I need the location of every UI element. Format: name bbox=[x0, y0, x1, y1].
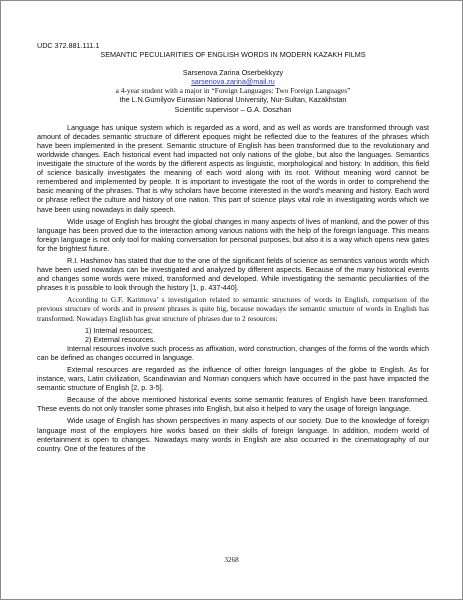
page-content bbox=[37, 41, 429, 456]
paragraph: Wide usage of English has brought the global changes in many aspects of lives of mankind, and the power of this language has been proved due to the interaction among various nations with the help of the foreign language. This means foreign language is not only tool for making conversation for personal purposes, but also it is a way which opens new gates for the brightest future. bbox=[37, 216, 429, 253]
article-body bbox=[37, 123, 429, 453]
paragraph: Wide usage of English has shown perspectives in many aspects of our society. Due to the knowledge of foreign language most of the employers hire works based on their skills of foreign language. In addition, modern world of entertainment is open to changes. Nowadays many words in English are also occurred in the cinematography of our country. One of the features of the bbox=[37, 416, 429, 453]
page-number: 3268 bbox=[224, 556, 239, 564]
paragraph: According to G.F. Karimova’ s investigation related to semantic structures of words in English, comparison of the previous structure of words and in present phrases is quite big, because nowadays the semantic structure of words in English has transformed. Nowadays English has great structure of phrases due to 2 resources: bbox=[37, 295, 429, 323]
author-email-link[interactable]: sarsenova.zarina@mail.ru bbox=[191, 77, 275, 87]
paragraph: Internal resources involve such process as affixation, word construction, changes of the forms of the words which can be defined as changes occurred in language. bbox=[37, 343, 429, 362]
paragraph: External resources are regarded as the influence of other foreign languages of the globe to English. As for instance, wars, Latin civilization, Scandinavian and Norman conquers which have occurred in the past have impacted the semantic structure of English [2, p. 3-5]. bbox=[37, 365, 429, 393]
author-block bbox=[37, 68, 429, 113]
paragraph: Language has unique system which is regarded as a word, and as well as words are transformed through vast amount of decades semantic structure of different epoques might be reflected due to the features of the phrases which have been implemented in the present. Semantic structure of English has been transformed due to the revolutionary and worldwide changes. Each historical event had impacted not only nations of the globe, but also the languages. Semantics investigate the structure of the words by the different aspects as linguistic, morphological and history. In addition, this field of science basically investigates the meaning of each word along with its root. Without meaning word cannot be remembered and implemented by people. It is important to investigate the root of the words in order to comprehend the basic meaning of the phrases. That is why scholars have become interested in the word’s meaning and history. Each word or phrase reflect the culture and history of one nation. This part of science plays vital role in investigating words which we have been using nowadays in daily speech. bbox=[37, 122, 429, 214]
udc-code: UDC 372.881.111.1 bbox=[37, 41, 100, 50]
author-position: a 4-year student with a major in “Foreign Languages: Two Foreign Languages” bbox=[115, 86, 351, 96]
list-item: 2) External resources. bbox=[85, 334, 156, 344]
paragraph: Because of the above mentioned historical events some semantic features of English have been transformed. These events do not only transfer some phrases into English, but also it helped to vary the usage of foreign language. bbox=[37, 395, 429, 414]
article-title: SEMANTIC PECULIARITIES OF ENGLISH WORDS IN MODERN KAZAKH FILMS bbox=[100, 50, 366, 60]
scientific-supervisor: Scientific supervisor – G.A. Doszhan bbox=[174, 104, 292, 114]
paragraph: R.I. Hashimov has stated that due to the one of the significant fields of science as semantics various words which have been used nowadays can be investigated and analyzed by different aspects. Because of the many historical events and changes some words were mixed, transformed and developed. While investigating the semantic peculiarities of the phrases it is possible to look through the history [1, p. 437-440]. bbox=[37, 255, 429, 293]
resources-list bbox=[37, 326, 429, 344]
list-item: 1) Internal resources; bbox=[85, 325, 153, 335]
author-affiliation: the L.N.Gumilyov Eurasian National University, Nur-Sultan, Kazakhstan bbox=[119, 95, 347, 105]
author-name: Sarsenova Zarina Oserbekkyzy bbox=[182, 68, 284, 78]
